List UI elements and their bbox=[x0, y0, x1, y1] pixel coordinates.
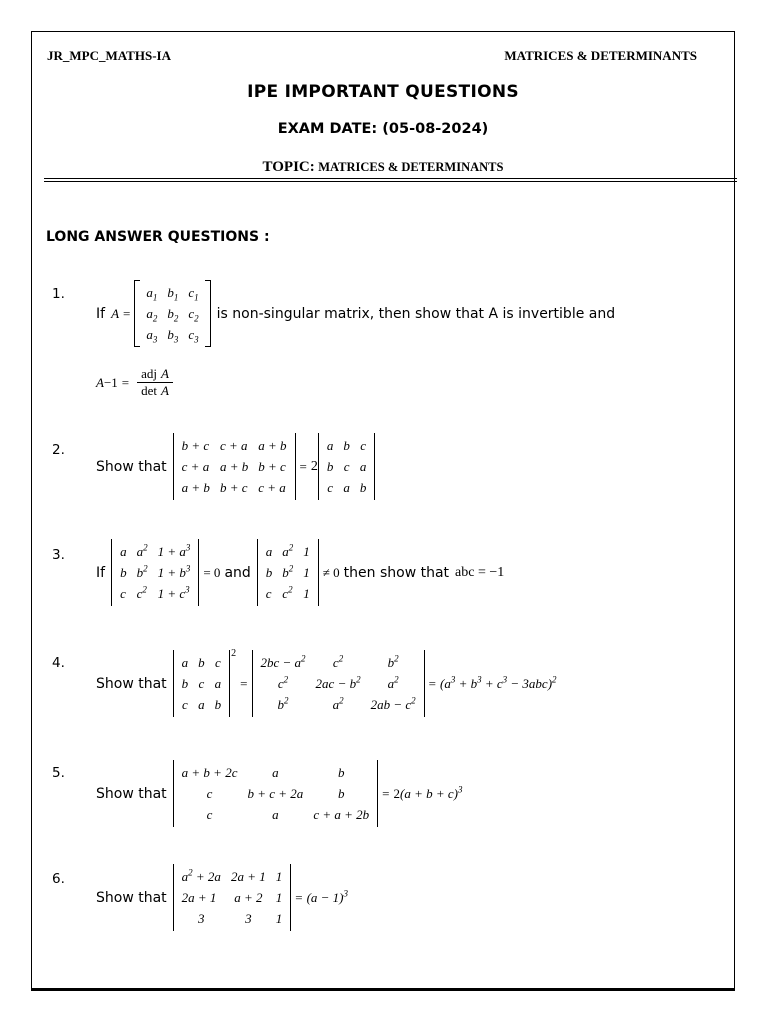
q1-math-a: A bbox=[111, 305, 120, 321]
question-number-5: 5. bbox=[52, 765, 65, 781]
q3-result: abc = −1 bbox=[455, 564, 505, 580]
question-1: If A = $a_1$ $b_1$ $c_1$ $a_2$ $b_2$ $c_2$ $a_3$ $b_3$ $c_3$ is non-singular matrix, then show that A is invertible and bbox=[96, 280, 615, 347]
q2-coefficient: 2 bbox=[310, 458, 318, 474]
q1-denominator: det bbox=[141, 383, 158, 398]
question-number-6: 6. bbox=[52, 871, 65, 887]
topic-value: MATRICES & DETERMINANTS bbox=[318, 160, 504, 174]
q3-then: then show that bbox=[343, 564, 450, 581]
document-page bbox=[31, 31, 735, 991]
q4-lhs-determinant: a b c b c a c a b 2 bbox=[173, 650, 231, 717]
question-number-2: 2. bbox=[52, 442, 65, 458]
topic-line bbox=[32, 159, 734, 176]
q2-rhs-determinant: a b c b c a c a b bbox=[318, 433, 376, 500]
header-double-rule bbox=[44, 178, 737, 182]
q5-rhs: $2(a + b + c)^3$ bbox=[393, 784, 463, 801]
q5-determinant: a + b + 2c a b c b + c + 2a b c a c + a + 2b bbox=[173, 760, 378, 827]
q5-lead: Show that bbox=[96, 785, 167, 802]
page-title: IPE IMPORTANT QUESTIONS bbox=[247, 82, 519, 102]
q1-inverse-formula: A −1 = $\frac{\text{adj A}}{\text{det A}}$ bbox=[96, 366, 173, 399]
q6-lead: Show that bbox=[96, 889, 167, 906]
header-left: JR_MPC_MATHS-IA bbox=[47, 48, 171, 63]
q1-if: If bbox=[96, 305, 106, 322]
q1-text: is non-singular matrix, then show that A is invertible and bbox=[216, 305, 616, 322]
question-number-1: 1. bbox=[52, 286, 65, 302]
question-6: Show that $a^2 + 2a$ 2a + 1 1 2a + 1 a + 2 1 3 3 1 = $(a - 1)^3$ bbox=[96, 864, 348, 931]
q1-numerator: adj bbox=[141, 366, 158, 381]
question-number-3: 3. bbox=[52, 547, 65, 563]
q1-matrix: $a_1$ $b_1$ $c_1$ $a_2$ $b_2$ $c_2$ $a_3$ $b_3$ $c_3$ bbox=[134, 280, 210, 347]
question-5: Show that a + b + 2c a b c b + c + 2a b c a c + a + 2b = $2(a + b + c)^3$ bbox=[96, 760, 462, 827]
q2-lead: Show that bbox=[96, 458, 167, 475]
q3-first-determinant: a $a^2$ $1 + a^3$ b $b^2$ $1 + b^3$ c $c^2$ $1 + c^3$ bbox=[111, 539, 199, 606]
q4-lead: Show that bbox=[96, 675, 167, 692]
q3-and: and bbox=[224, 564, 251, 581]
topic-label: TOPIC: bbox=[262, 159, 315, 175]
q6-determinant: $a^2 + 2a$ 2a + 1 1 2a + 1 a + 2 1 3 3 1 bbox=[173, 864, 292, 931]
section-heading: LONG ANSWER QUESTIONS : bbox=[46, 229, 270, 245]
q3-second-determinant: a $a^2$ 1 b $b^2$ 1 c $c^2$ 1 bbox=[257, 539, 319, 606]
question-3: If a $a^2$ $1 + a^3$ b $b^2$ $1 + b^3$ c $c^2$ $1 + c^3$ = 0 and a $a^2$ 1 b $b^2$ 1 c $c^2$ 1 ≠ 0 then show that abc = −1 bbox=[96, 539, 504, 606]
question-4: Show that a b c b c a c a b 2 = $2bc - a^2$ $c^2$ $b^2$ $c^2$ $2ac - b^2$ $a^2$ $b^2$ $a^2$ $2ab - c^2$ = $(a^3 + b^3 + c^3 - 3abc)^2$ bbox=[96, 650, 557, 717]
exam-date: EXAM DATE: (05-08-2024) bbox=[277, 121, 489, 137]
question-number-4: 4. bbox=[52, 655, 65, 671]
q3-if: If bbox=[96, 564, 106, 581]
question-2: Show that b + c c + a a + b c + a a + b b + c a + b b + c c + a = 2 a b c b c a c a b bbox=[96, 433, 375, 500]
q4-middle-determinant: $2bc - a^2$ $c^2$ $b^2$ $c^2$ $2ac - b^2$ $a^2$ $b^2$ $a^2$ $2ab - c^2$ bbox=[252, 650, 425, 717]
q4-rhs: $(a^3 + b^3 + c^3 - 3abc)^2$ bbox=[439, 674, 557, 691]
q1-fraction: $\frac{\text{adj A}}{\text{det A}}$ bbox=[137, 366, 173, 399]
q2-lhs-determinant: b + c c + a a + b c + a a + b b + c a + b b + c c + a bbox=[173, 433, 296, 500]
header-right: MATRICES & DETERMINANTS bbox=[504, 48, 697, 63]
q6-rhs: $(a - 1)^3$ bbox=[306, 888, 348, 905]
